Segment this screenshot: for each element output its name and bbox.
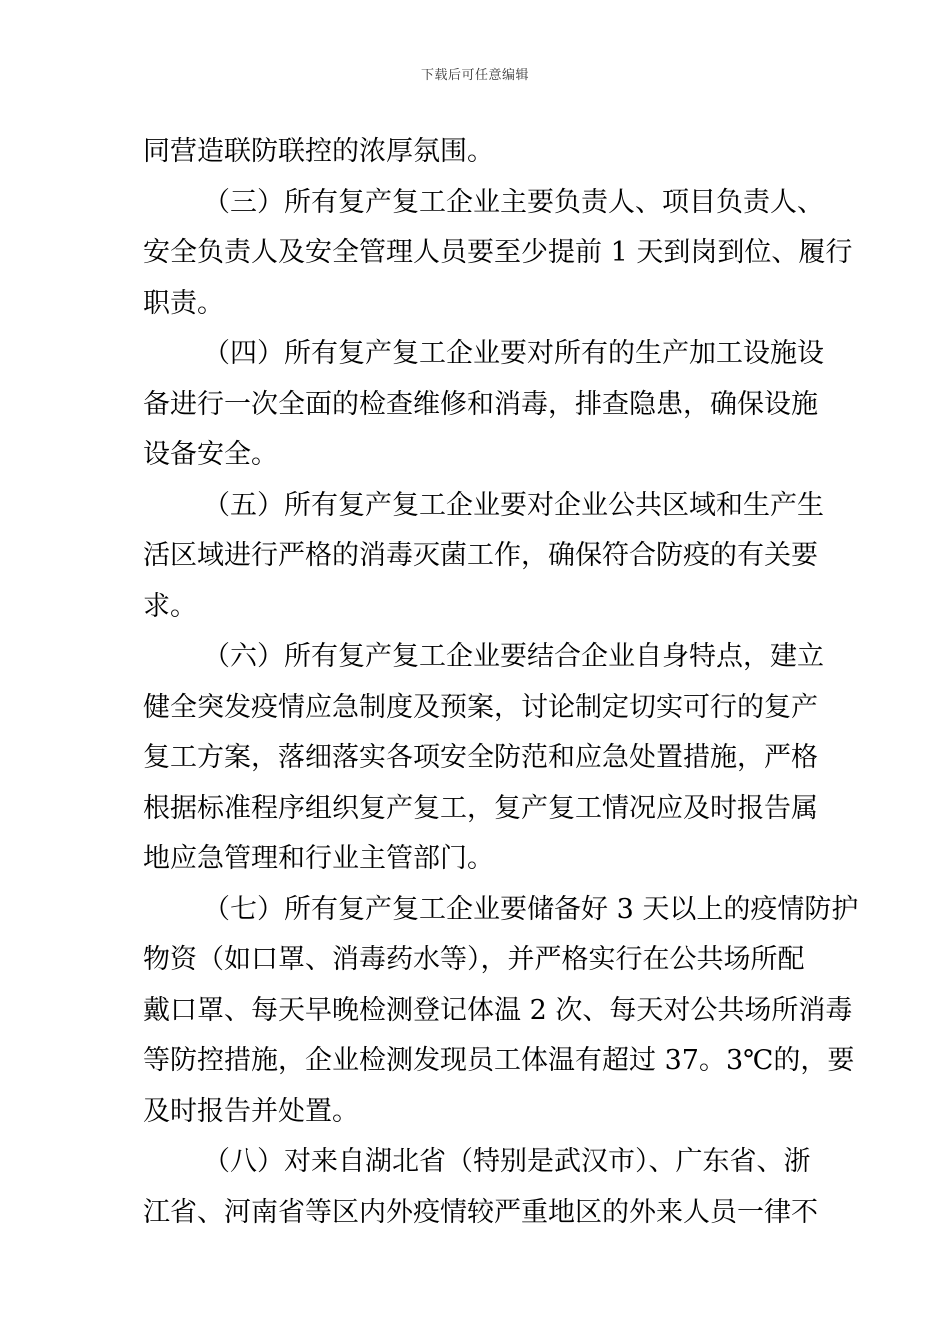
text-line: （三）所有复产复工企业主要负责人、项目负责人、 — [203, 186, 824, 218]
text-line: 物资（如口罩、消毒药水等），并严格实行在公共场所配 — [143, 944, 805, 975]
document-body — [143, 127, 859, 1238]
text-line: 复工方案，落细落实各项安全防范和应急处置措施，严格 — [143, 742, 818, 773]
text-line: 及时报告并处置。 — [143, 1095, 359, 1127]
text-line: 江省、河南省等区内外疫情较严重地区的外来人员一律不 — [143, 1196, 818, 1228]
text-line: （八）对来自湖北省（特别是武汉市）、广东省、浙 — [203, 1146, 811, 1177]
text-line: 设备安全。 — [143, 439, 278, 470]
text-line: （六）所有复产复工企业要结合企业自身特点，建立 — [203, 641, 824, 672]
text-line: （四）所有复产复工企业要对所有的生产加工设施设 — [203, 338, 824, 369]
text-line: 健全突发疫情应急制度及预案，讨论制定切实可行的复产 — [143, 691, 818, 723]
text-line: 求。 — [143, 590, 197, 622]
text-line: 根据标准程序组织复产复工，复产复工情况应及时报告属 — [143, 792, 818, 824]
text-line: 戴口罩、每天早晚检测登记体温 2 次、每天对公共场所消毒 — [143, 994, 853, 1026]
text-line: 等防控措施，企业检测发现员工体温有超过 37。3℃的，要 — [143, 1045, 855, 1076]
text-line: 安全负责人及安全管理人员要至少提前 1 天到岗到位、履行 — [143, 237, 853, 268]
page-header: 下载后可任意编辑 — [420, 68, 529, 83]
text-line: 备进行一次全面的检查维修和消毒，排查隐患，确保设施 — [143, 388, 818, 420]
text-line: （五）所有复产复工企业要对企业公共区域和生产生 — [203, 489, 824, 521]
text-line: （七）所有复产复工企业要储备好 3 天以上的疫情防护 — [203, 893, 859, 925]
text-line: 地应急管理和行业主管部门。 — [143, 843, 494, 874]
text-line: 职责。 — [143, 287, 224, 319]
text-line: 同营造联防联控的浓厚氛围。 — [143, 136, 494, 167]
text-line: 活区域进行严格的消毒灭菌工作，确保符合防疫的有关要 — [143, 540, 818, 571]
